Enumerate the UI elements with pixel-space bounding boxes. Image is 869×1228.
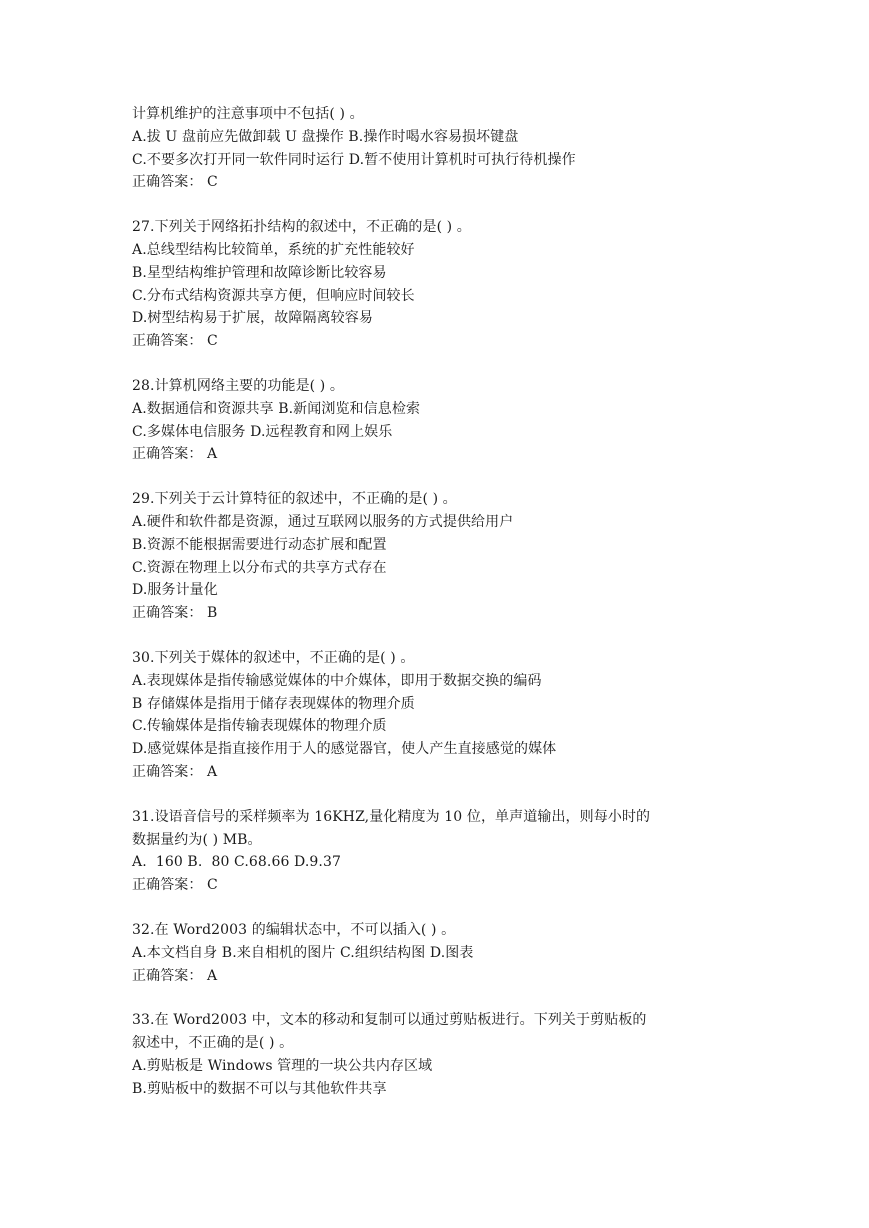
option-line: B.星型结构维护管理和故障诊断比较容易: [132, 264, 387, 281]
question-stem: 27.下列关于网络拓扑结构的叙述中，不正确的是( ) 。: [132, 219, 471, 236]
question-stem-continued: 叙述中，不正确的是( ) 。: [132, 1035, 294, 1052]
option-line: D.感觉媒体是指直接作用于人的感觉器官，使人产生直接感觉的媒体: [132, 741, 557, 758]
option-line: A.拔 U 盘前应先做卸载 U 盘操作 B.操作时喝水容易损坏键盘: [132, 128, 519, 145]
option-line: C.传输媒体是指传输表现媒体的物理介质: [132, 718, 387, 735]
option-line: A.总线型结构比较简单，系统的扩充性能较好: [132, 241, 415, 258]
answer-line: 正确答案： A: [132, 967, 218, 984]
answer-line: 正确答案： A: [132, 446, 218, 463]
option-line: A.表现媒体是指传输感觉媒体的中介媒体，即用于数据交换的编码: [132, 672, 542, 689]
question-block: [132, 375, 752, 466]
question-block: [132, 806, 752, 897]
option-line: C.多媒体电信服务 D.远程教育和网上娱乐: [132, 423, 393, 440]
question-block: [132, 216, 752, 353]
answer-line: 正确答案： B: [132, 605, 218, 622]
answer-line: 正确答案： C: [132, 877, 218, 894]
option-line: A.硬件和软件都是资源，通过互联网以服务的方式提供给用户: [132, 513, 514, 530]
question-stem: 31.设语音信号的采样频率为 16KHZ,量化精度为 10 位，单声道输出，则每小时的: [132, 808, 651, 825]
option-line: C.分布式结构资源共享方便，但响应时间较长: [132, 287, 415, 304]
option-line: B.剪贴板中的数据不可以与其他软件共享: [132, 1080, 387, 1097]
option-line: B.资源不能根据需要进行动态扩展和配置: [132, 536, 387, 553]
question-block: [132, 1009, 752, 1100]
question-stem: 33.在 Word2003 中，文本的移动和复制可以通过剪贴板进行。下列关于剪贴板的: [132, 1012, 647, 1029]
question-stem: 32.在 Word2003 的编辑状态中，不可以插入( ) 。: [132, 921, 456, 938]
document-page: [132, 103, 752, 1122]
option-line: C.不要多次打开同一软件同时运行 D.暂不使用计算机时可执行待机操作: [132, 151, 576, 168]
answer-line: 正确答案： C: [132, 333, 218, 350]
answer-line: 正确答案： A: [132, 763, 218, 780]
option-line: A.本文档自身 B.来自相机的图片 C.组织结构图 D.图表: [132, 944, 474, 961]
question-stem: 29.下列关于云计算特征的叙述中，不正确的是( ) 。: [132, 491, 457, 508]
option-line: A. 160 B. 80 C.68.66 D.9.37: [132, 854, 341, 871]
question-stem: 计算机维护的注意事项中不包括( ) 。: [132, 106, 364, 122]
answer-line: 正确答案： C: [132, 174, 218, 191]
option-line: D.服务计量化: [132, 582, 218, 599]
option-line: A.剪贴板是 Windows 管理的一块公共内存区域: [132, 1057, 433, 1074]
option-line: B 存储媒体是指用于储存表现媒体的物理介质: [132, 695, 415, 712]
option-line: D.树型结构易于扩展，故障隔离较容易: [132, 310, 373, 327]
option-line: C.资源在物理上以分布式的共享方式存在: [132, 559, 387, 576]
question-block: [132, 919, 752, 987]
question-block: [132, 488, 752, 625]
question-stem: 28.计算机网络主要的功能是( ) 。: [132, 377, 344, 394]
question-block: [132, 647, 752, 784]
option-line: A.数据通信和资源共享 B.新闻浏览和信息检索: [132, 400, 421, 417]
question-block: [132, 103, 752, 194]
question-stem: 30.下列关于媒体的叙述中，不正确的是( ) 。: [132, 649, 415, 666]
question-stem-continued: 数据量约为( ) MB。: [132, 831, 262, 848]
